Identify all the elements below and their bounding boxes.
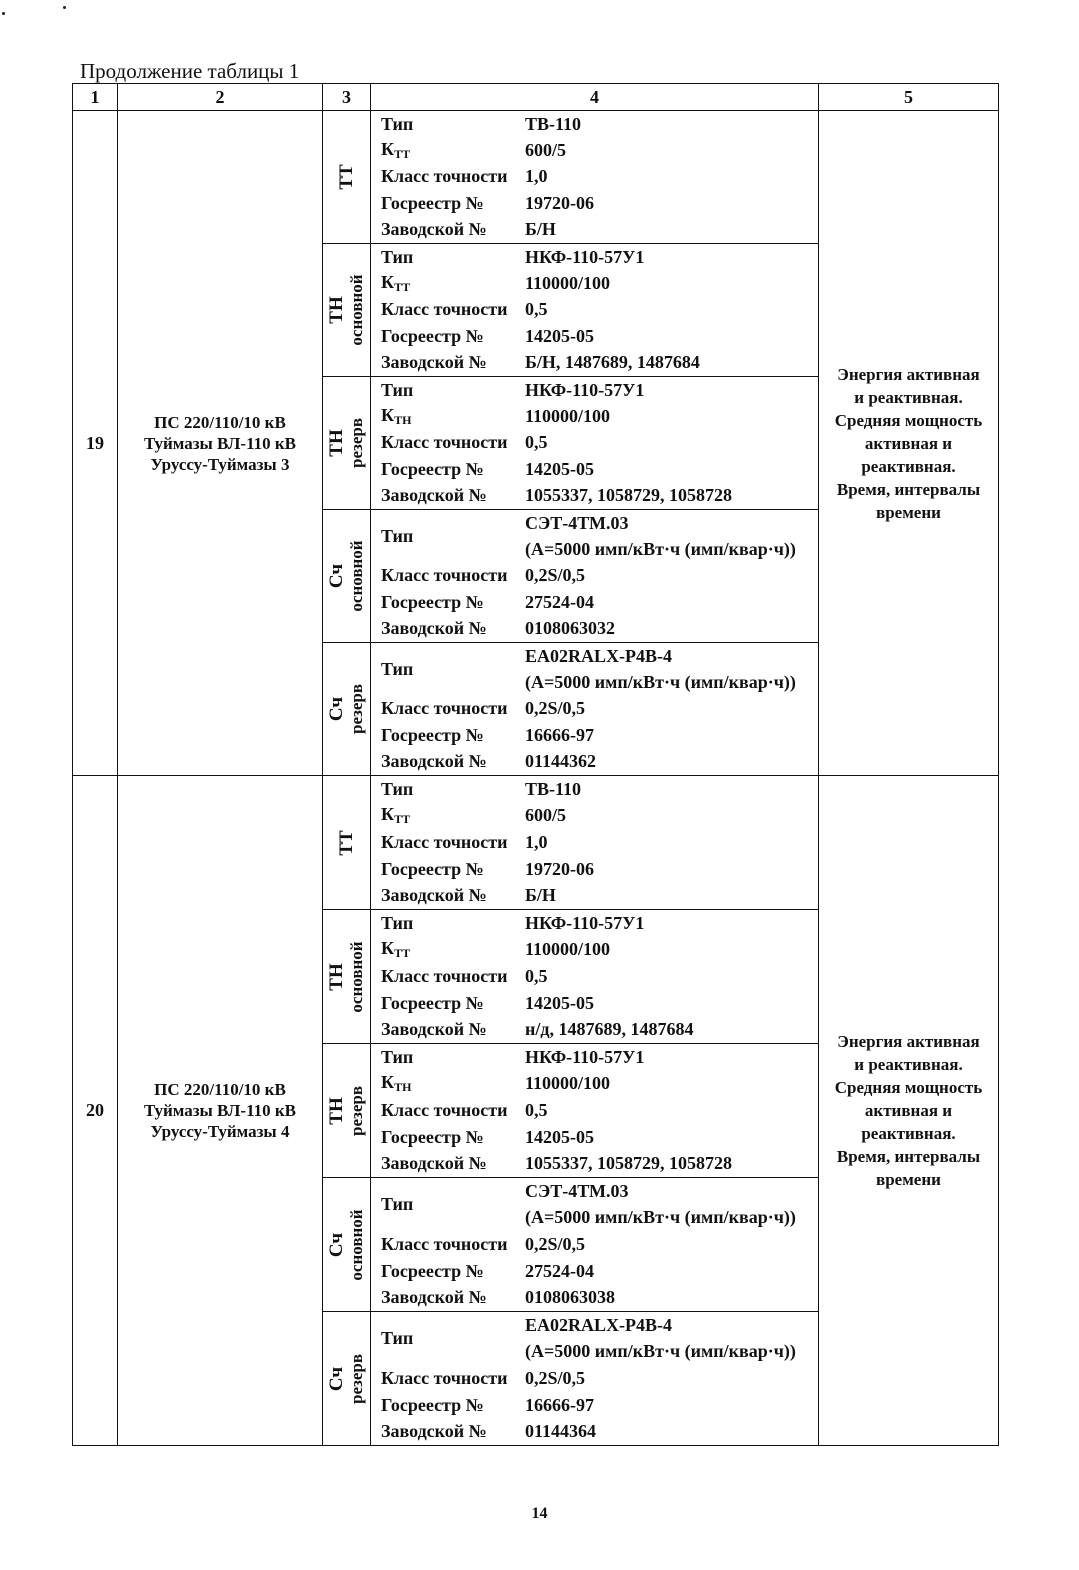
detail-key [371, 722, 515, 748]
instrument-type-label [327, 684, 367, 734]
detail-key [371, 1231, 515, 1258]
detail-key [371, 137, 515, 163]
connection-name-line: ПС 220/110/10 кВ [154, 1080, 286, 1099]
instrument-type-main: Сч [325, 696, 347, 722]
header-row [73, 84, 999, 111]
detail-row [371, 563, 818, 589]
detail-key [371, 164, 515, 190]
detail-key-text: Тип [381, 778, 414, 799]
detail-row [371, 270, 818, 296]
detail-value-continuation: (А=5000 имп/кВт·ч (имп/квар·ч)) [525, 672, 796, 693]
detail-key-text: Тип [381, 1046, 414, 1067]
detail-key-subscript: ТН [394, 413, 412, 428]
instrument-type-cell [323, 377, 371, 510]
detail-key-text: Тип [381, 113, 414, 134]
detail-value: 110000/100 [525, 939, 611, 960]
detail-value: 14205-05 [525, 458, 594, 479]
detail-value: 110000/100 [525, 1073, 611, 1094]
detail-value: 0108063038 [525, 1287, 615, 1308]
table-row [73, 111, 999, 244]
instrument-type-main: ТН [325, 429, 347, 457]
detail-key [371, 776, 515, 803]
instrument-details-cell [371, 776, 819, 910]
detail-value: 16666-97 [525, 724, 594, 745]
measured-values-line: активная и [864, 1101, 953, 1120]
detail-key-subscript: ТН [394, 1080, 412, 1095]
detail-row [371, 803, 818, 830]
instrument-details-table [371, 1044, 818, 1177]
detail-key-subscript: ТТ [394, 946, 411, 961]
equipment-table [72, 83, 999, 1446]
detail-key-text: Госреестр № [381, 1394, 484, 1415]
detail-key [371, 377, 515, 403]
measured-values-line: Энергия активная [837, 364, 980, 384]
detail-key-text: Госреестр № [381, 458, 484, 479]
detail-row [371, 963, 818, 990]
detail-key-text: К [381, 139, 395, 160]
detail-row [371, 244, 818, 270]
detail-value: 16666-97 [525, 1394, 594, 1415]
instrument-details-cell [371, 1312, 819, 1446]
detail-value: 19720-06 [525, 192, 594, 213]
detail-value: 0,5 [525, 432, 548, 453]
detail-key [371, 856, 515, 883]
detail-row [371, 1418, 818, 1445]
instrument-type-cell [323, 643, 371, 776]
detail-key [371, 1071, 515, 1098]
instrument-type-sub: резерв [346, 417, 366, 469]
detail-row [371, 137, 818, 163]
instrument-type-label [327, 540, 367, 611]
detail-row [371, 1016, 818, 1043]
instrument-type-cell [323, 1178, 371, 1312]
detail-row [371, 323, 818, 349]
table-row [73, 776, 999, 910]
measured-values-line: Средняя мощность [834, 1078, 983, 1097]
detail-value: 14205-05 [525, 992, 594, 1013]
detail-row [371, 1284, 818, 1311]
detail-value: НКФ-110-57У1 [525, 246, 645, 267]
detail-key-text: Госреестр № [381, 1126, 484, 1147]
detail-key-text: Заводской № [381, 1421, 487, 1442]
instrument-type-cell [323, 1312, 371, 1446]
detail-key-text: Заводской № [381, 885, 487, 906]
measured-values-line: Время, интервалы [836, 479, 981, 499]
detail-row [371, 430, 818, 456]
detail-value: НКФ-110-57У1 [525, 912, 645, 933]
detail-key [371, 190, 515, 216]
detail-key [371, 217, 515, 243]
scan-speck [63, 6, 66, 9]
detail-row [371, 377, 818, 403]
detail-key-text: Заводской № [381, 219, 487, 240]
detail-key [371, 1044, 515, 1071]
detail-key-text: Заводской № [381, 352, 487, 373]
detail-row [371, 643, 818, 669]
instrument-type-cell [323, 111, 371, 244]
detail-row [371, 829, 818, 856]
header-cell: 3 [323, 84, 371, 111]
instrument-type-cell [323, 1044, 371, 1178]
detail-key [371, 749, 515, 775]
detail-key [371, 403, 515, 429]
detail-row [371, 882, 818, 909]
detail-key [371, 323, 515, 349]
detail-value: 14205-05 [525, 1126, 594, 1147]
measured-values-line: Время, интервалы [836, 1147, 981, 1166]
detail-value: ТВ-110 [525, 113, 582, 134]
instrument-type-label [327, 1085, 367, 1135]
detail-key [371, 270, 515, 296]
detail-row [371, 164, 818, 190]
detail-key [371, 1150, 515, 1177]
detail-row [371, 1150, 818, 1177]
instrument-type-label [337, 164, 357, 189]
instrument-details-cell [371, 910, 819, 1044]
instrument-type-label [327, 274, 367, 345]
detail-value: 1055337, 1058729, 1058728 [525, 1153, 732, 1174]
detail-value: 600/5 [525, 805, 567, 826]
detail-key-text: Тип [381, 246, 414, 267]
detail-value: Б/Н [525, 885, 556, 906]
detail-key-text: Тип [381, 658, 414, 679]
detail-key-text: Заводской № [381, 1019, 487, 1040]
instrument-type-label [327, 1353, 367, 1403]
detail-key-text: Класс точности [381, 966, 508, 986]
instrument-type-sub: основной [346, 940, 366, 1013]
instrument-type-main: ТН [325, 962, 347, 991]
detail-key-text: Госреестр № [381, 858, 484, 879]
detail-value: Б/Н, 1487689, 1487684 [525, 352, 700, 373]
detail-value: 01144362 [525, 751, 597, 772]
instrument-type-main: ТТ [335, 829, 357, 856]
detail-value-continuation: (А=5000 имп/кВт·ч (имп/квар·ч)) [525, 539, 796, 560]
detail-row [371, 1097, 818, 1124]
instrument-type-label [327, 1209, 367, 1280]
detail-key [371, 1178, 515, 1231]
row-number-cell: 20 [73, 776, 118, 1446]
detail-value: 27524-04 [525, 591, 594, 612]
detail-value: НКФ-110-57У1 [525, 379, 645, 400]
detail-row [371, 1231, 818, 1258]
detail-key-text: Класс точности [381, 698, 508, 719]
connection-name-cell [118, 776, 323, 1446]
page-number: 14 [531, 1505, 548, 1522]
detail-row [371, 696, 818, 722]
detail-key [371, 510, 515, 563]
instrument-type-cell [323, 776, 371, 910]
detail-key-text: К [381, 405, 395, 426]
detail-key-subscript: ТТ [394, 812, 411, 827]
detail-key [371, 910, 515, 937]
detail-key [371, 1097, 515, 1124]
detail-row [371, 403, 818, 429]
detail-row [371, 589, 818, 615]
detail-key-text: Класс точности [381, 832, 508, 852]
detail-key-text: Класс точности [381, 1368, 508, 1388]
instrument-details-table [371, 111, 818, 243]
detail-key-subscript: ТТ [394, 280, 411, 295]
measured-values-line: Энергия активная [837, 1032, 980, 1051]
instrument-type-sub: резерв [346, 1085, 366, 1136]
instrument-type-main: ТТ [335, 164, 357, 190]
measured-values-line: и реактивная. [854, 1055, 963, 1074]
detail-value: СЭТ-4ТМ.03 [525, 1180, 629, 1201]
detail-key-text: Заводской № [381, 618, 487, 639]
detail-value: 0,2S/0,5 [525, 1234, 586, 1254]
instrument-details-cell [371, 244, 819, 377]
detail-row [371, 483, 818, 509]
measured-values-line: реактивная. [861, 456, 956, 476]
detail-key [371, 990, 515, 1017]
detail-key-text: Тип [381, 525, 414, 546]
detail-row [371, 217, 818, 243]
detail-key [371, 1016, 515, 1043]
detail-key [371, 1365, 515, 1392]
detail-value: Б/Н [525, 219, 556, 240]
instrument-type-cell [323, 510, 371, 643]
instrument-type-sub: основной [346, 540, 366, 612]
detail-row [371, 1071, 818, 1098]
detail-value-continuation: (А=5000 имп/кВт·ч (имп/квар·ч)) [525, 1341, 796, 1362]
instrument-type-label [327, 941, 367, 1012]
instrument-details-table [371, 1178, 818, 1311]
detail-key-text: Госреестр № [381, 192, 484, 213]
detail-value: 01144364 [525, 1421, 597, 1442]
detail-row [371, 1258, 818, 1285]
instrument-type-main: Сч [325, 563, 347, 589]
instrument-details-cell [371, 377, 819, 510]
detail-row [371, 190, 818, 216]
detail-key-text: Тип [381, 1328, 414, 1349]
detail-key-text: К [381, 1072, 395, 1093]
detail-row [371, 937, 818, 964]
detail-key-text: Класс точности [381, 432, 508, 453]
detail-key [371, 882, 515, 909]
detail-row [371, 776, 818, 803]
detail-key [371, 1124, 515, 1151]
detail-row [371, 111, 818, 137]
header-cell: 2 [118, 84, 323, 111]
detail-key-text: Госреестр № [381, 325, 484, 346]
detail-value: 0,5 [525, 966, 548, 986]
detail-key-subscript: ТТ [394, 147, 411, 162]
header-cell: 1 [73, 84, 118, 111]
detail-row [371, 856, 818, 883]
detail-row [371, 510, 818, 536]
connection-name-line: Туймазы ВЛ-110 кВ [143, 1101, 297, 1120]
detail-value: 0,2S/0,5 [525, 698, 586, 719]
detail-row [371, 1124, 818, 1151]
header-cell: 4 [371, 84, 819, 111]
detail-value: СЭТ-4ТМ.03 [525, 512, 629, 533]
detail-key-text: К [381, 938, 395, 959]
detail-value: 0,5 [525, 299, 548, 320]
detail-value: н/д, 1487689, 1487684 [525, 1019, 694, 1040]
detail-key [371, 563, 515, 589]
detail-key-text: Заводской № [381, 751, 487, 772]
detail-key [371, 1418, 515, 1445]
detail-value: 1,0 [525, 832, 548, 852]
instrument-type-label [327, 418, 367, 468]
detail-key-text: Госреестр № [381, 1260, 484, 1281]
instrument-details-table [371, 643, 818, 775]
detail-key [371, 1312, 515, 1365]
detail-key-text: Заводской № [381, 1287, 487, 1308]
measured-values-line: времени [876, 1170, 941, 1189]
detail-key-text: Класс точности [381, 299, 508, 320]
measured-values-cell [819, 776, 999, 1446]
detail-value: 0108063032 [525, 618, 615, 639]
instrument-type-sub: основной [346, 274, 366, 346]
detail-key [371, 1392, 515, 1419]
detail-key [371, 937, 515, 964]
detail-key-text: Класс точности [381, 1100, 508, 1120]
detail-row [371, 456, 818, 482]
instrument-details-table [371, 244, 818, 376]
instrument-type-sub: основной [346, 1208, 366, 1281]
detail-key-text: Класс точности [381, 1234, 508, 1254]
detail-value: 0,2S/0,5 [525, 1368, 586, 1388]
detail-key [371, 1284, 515, 1311]
detail-key-text: Тип [381, 379, 414, 400]
detail-key [371, 350, 515, 376]
detail-key [371, 244, 515, 270]
measured-values-line: активная и [864, 433, 953, 453]
instrument-details-table [371, 377, 818, 509]
detail-value: 27524-04 [525, 1260, 594, 1281]
detail-key [371, 430, 515, 456]
instrument-type-sub: резерв [346, 1353, 366, 1404]
detail-value: 110000/100 [525, 406, 611, 427]
instrument-type-main: ТН [325, 1096, 347, 1125]
measured-values-line: Средняя мощность [834, 410, 983, 430]
instrument-type-label [337, 830, 357, 855]
detail-value: ТВ-110 [525, 778, 582, 799]
connection-name-line: ПС 220/110/10 кВ [154, 412, 286, 432]
detail-row [371, 616, 818, 642]
connection-name-cell [118, 111, 323, 776]
scan-speck [2, 12, 5, 15]
detail-key-text: Тип [381, 912, 414, 933]
instrument-details-cell [371, 510, 819, 643]
detail-row [371, 350, 818, 376]
detail-key [371, 1258, 515, 1285]
instrument-details-cell [371, 111, 819, 244]
detail-value: EA02RALX-P4B-4 [525, 645, 672, 666]
detail-key-text: Тип [381, 1194, 414, 1215]
detail-key-text: Госреестр № [381, 992, 484, 1013]
header-cell: 5 [819, 84, 999, 111]
instrument-details-table [371, 776, 818, 909]
detail-row [371, 990, 818, 1017]
detail-value: EA02RALX-P4B-4 [525, 1314, 672, 1335]
detail-key [371, 111, 515, 137]
row-number-cell: 19 [73, 111, 118, 776]
instrument-type-sub: резерв [346, 683, 366, 735]
detail-key-text: Заводской № [381, 1153, 487, 1174]
detail-key-text: Класс точности [381, 565, 508, 586]
detail-row [371, 910, 818, 937]
detail-key [371, 963, 515, 990]
detail-key [371, 456, 515, 482]
detail-key-text: К [381, 272, 395, 293]
measured-values-cell [819, 111, 999, 776]
instrument-details-cell [371, 1044, 819, 1178]
detail-key-text: Госреестр № [381, 591, 484, 612]
detail-value: 600/5 [525, 140, 567, 161]
table-caption: Продолжение таблицы 1 [80, 59, 300, 83]
detail-key [371, 616, 515, 642]
detail-key-text: Заводской № [381, 485, 487, 506]
instrument-details-table [371, 510, 818, 642]
detail-row [371, 297, 818, 323]
instrument-type-cell [323, 244, 371, 377]
connection-name-line: Уруссу-Туймазы 4 [150, 1122, 290, 1141]
detail-value: 14205-05 [525, 325, 594, 346]
detail-key [371, 589, 515, 615]
connection-name-line: Уруссу-Туймазы 3 [150, 454, 290, 474]
detail-row [371, 1312, 818, 1339]
connection-name-line: Туймазы ВЛ-110 кВ [143, 433, 297, 453]
instrument-details-cell [371, 1178, 819, 1312]
detail-key [371, 829, 515, 856]
detail-row [371, 1044, 818, 1071]
detail-key-text: Класс точности [381, 166, 508, 187]
detail-key [371, 803, 515, 830]
detail-row [371, 1178, 818, 1205]
instrument-details-table [371, 1312, 818, 1445]
detail-key-text: К [381, 804, 395, 825]
measured-values-line: и реактивная. [854, 387, 963, 407]
instrument-details-table [371, 910, 818, 1043]
detail-value: НКФ-110-57У1 [525, 1046, 645, 1067]
detail-key [371, 696, 515, 722]
instrument-details-cell [371, 643, 819, 776]
detail-value: 1055337, 1058729, 1058728 [525, 485, 732, 506]
detail-value: 19720-06 [525, 858, 594, 879]
detail-row [371, 722, 818, 748]
instrument-type-main: ТН [325, 296, 347, 324]
detail-key [371, 643, 515, 696]
detail-value: 0,5 [525, 1100, 548, 1120]
instrument-type-main: Сч [325, 1232, 347, 1257]
detail-value: 1,0 [525, 166, 548, 187]
detail-row [371, 1365, 818, 1392]
detail-key-text: Госреестр № [381, 724, 484, 745]
detail-key [371, 297, 515, 323]
detail-value: 0,2S/0,5 [525, 565, 586, 586]
detail-key [371, 483, 515, 509]
detail-row [371, 1392, 818, 1419]
measured-values-line: реактивная. [861, 1124, 956, 1143]
instrument-type-main: Сч [325, 1366, 347, 1391]
detail-row [371, 749, 818, 775]
detail-value: 110000/100 [525, 273, 611, 294]
measured-values-line: времени [876, 502, 941, 522]
instrument-type-cell [323, 910, 371, 1044]
detail-value-continuation: (А=5000 имп/кВт·ч (имп/квар·ч)) [525, 1207, 796, 1228]
